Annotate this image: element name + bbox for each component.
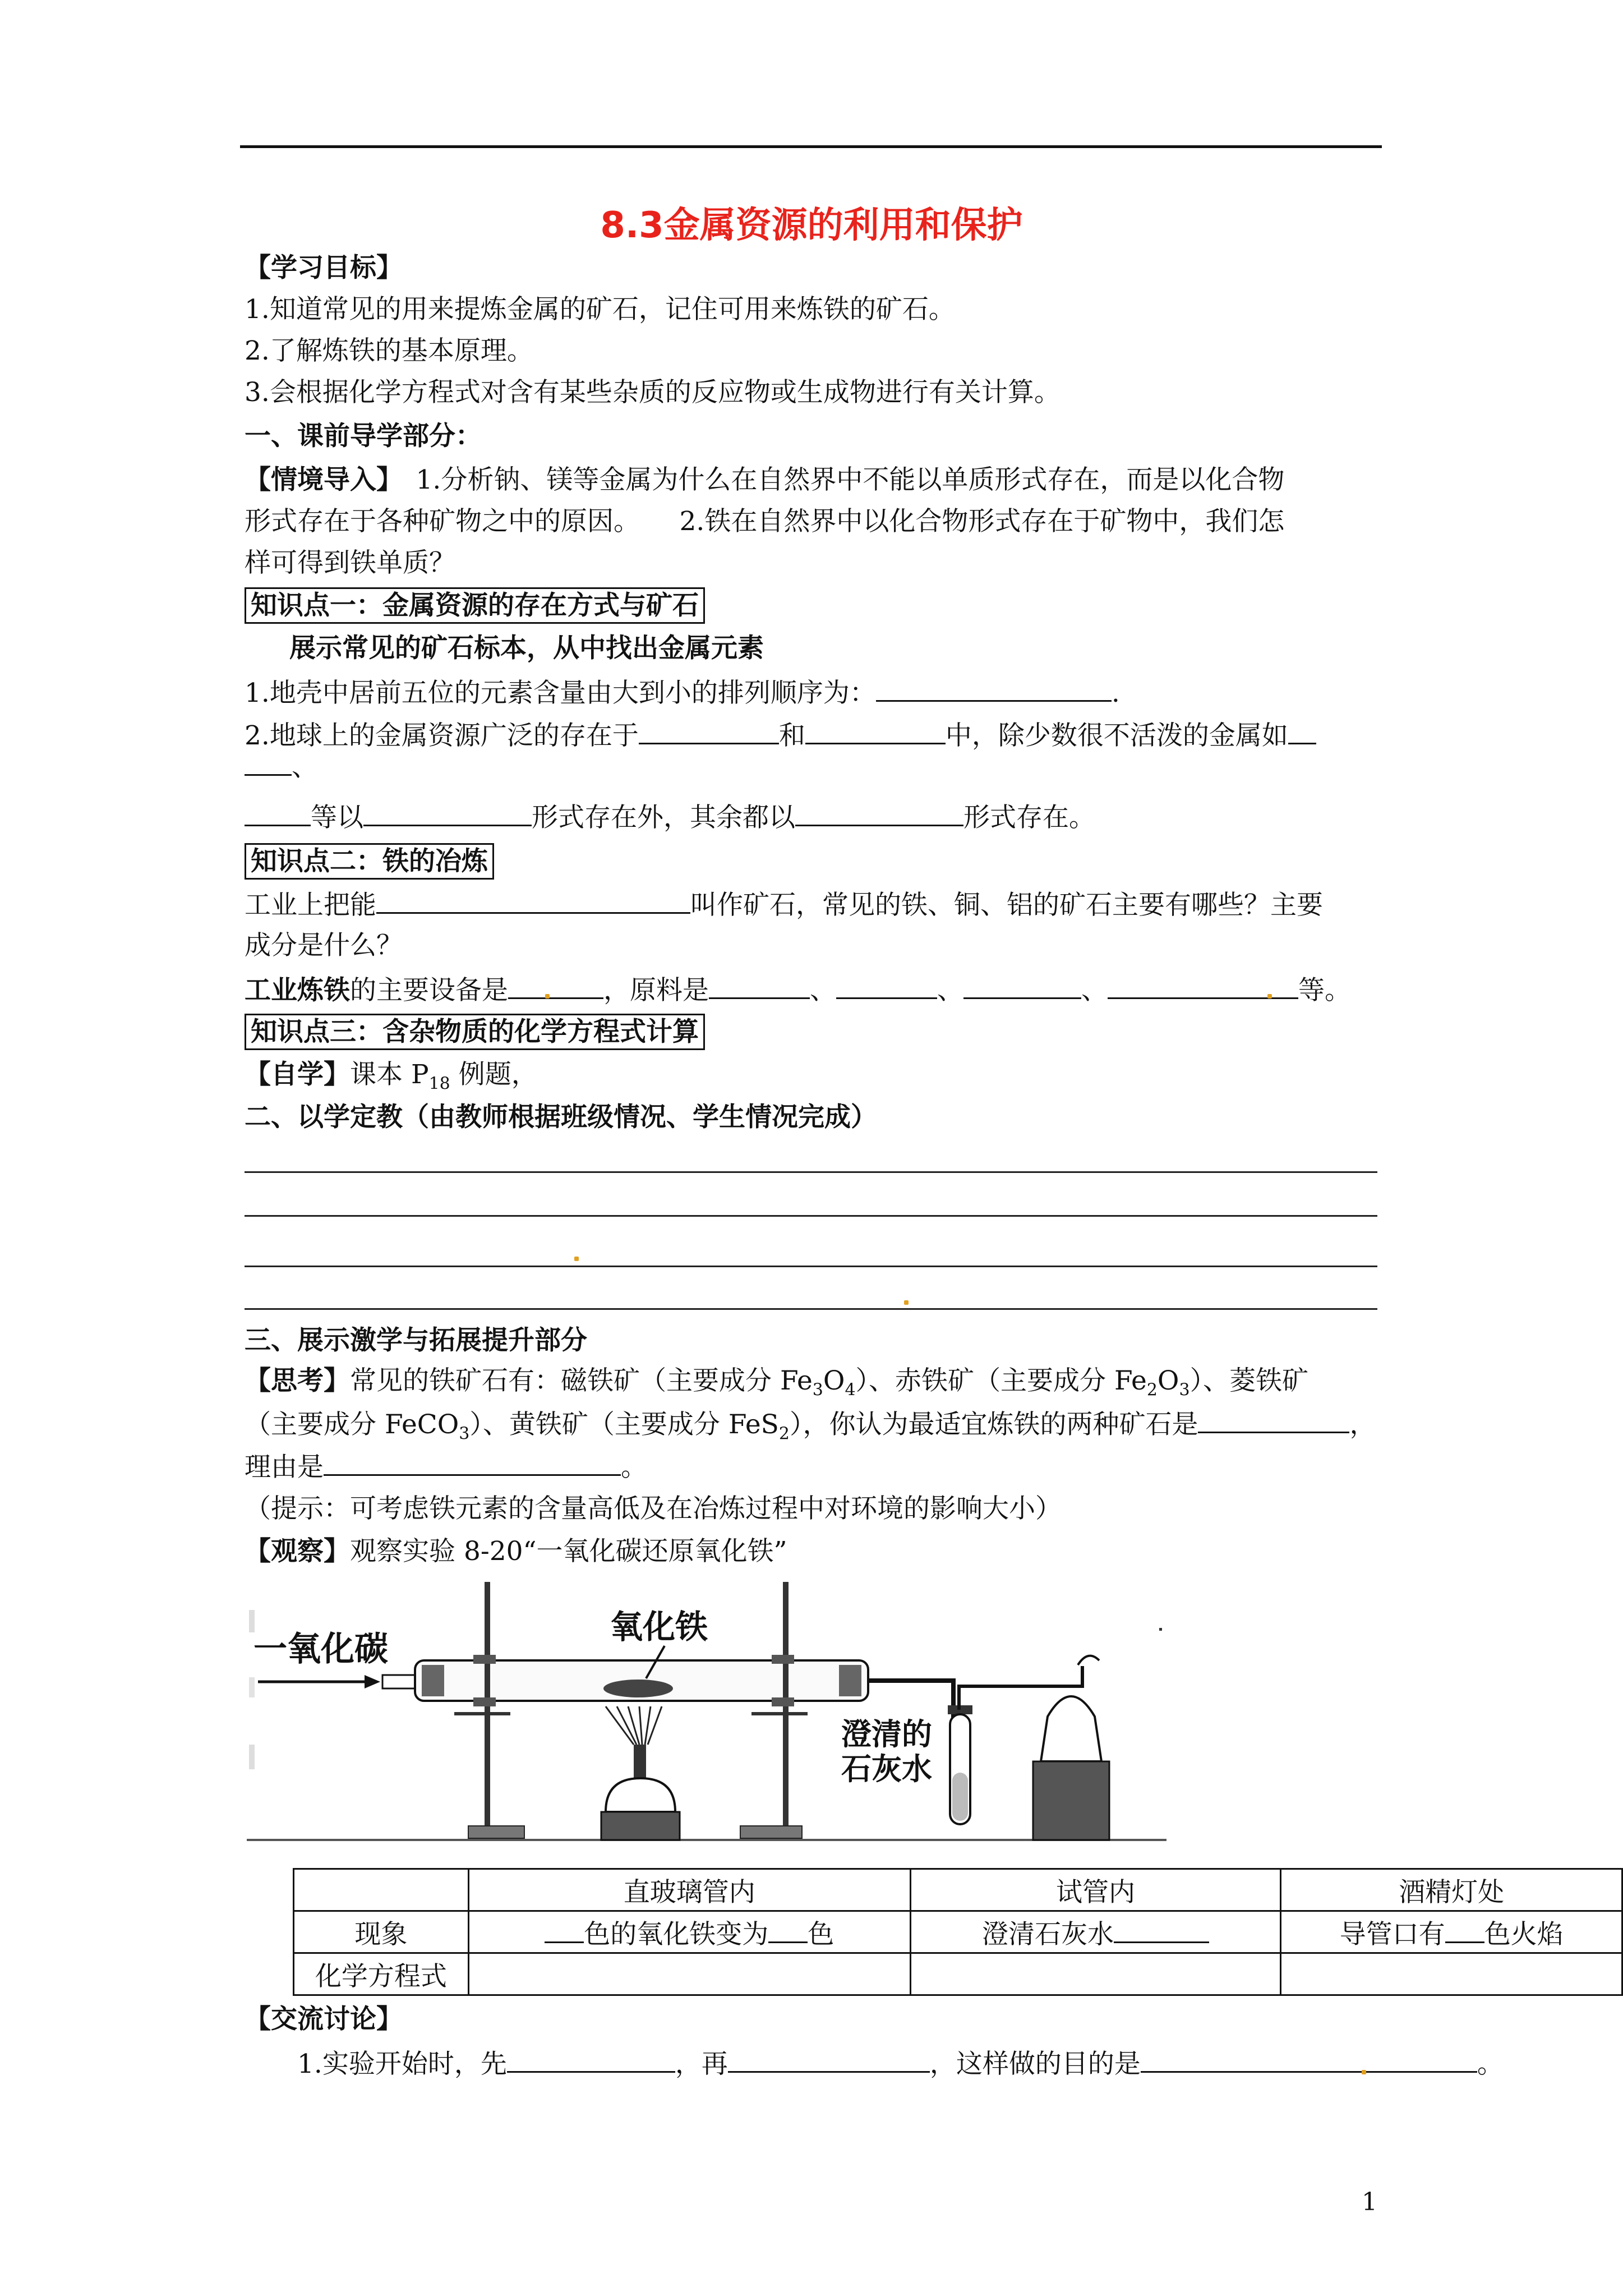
writing-line[interactable] <box>245 1171 1377 1173</box>
table-header-cell: 直玻璃管内 <box>468 1869 910 1911</box>
think-line: （主要成分 FeCO$_3$）、黄铁矿（主要成分 FeS$_2$），你认为最适宜炼铁的两种矿石是 ， <box>245 1407 1376 1451</box>
kp1-box: 知识点一：金属资源的存在方式与矿石 <box>245 589 705 623</box>
answer-blank[interactable] <box>245 749 292 776</box>
goal-item: 2.了解炼铁的基本原理。 <box>245 335 533 366</box>
intro-line: 【情境导入】 1.分析钠、镁等金属为什么在自然界中不能以单质形式存在，而是以化合物 <box>245 464 1285 495</box>
table-cell: 导管口有 色火焰 <box>1281 1911 1622 1953</box>
co-label: 一氧化碳 <box>253 1630 388 1669</box>
equation-cell[interactable] <box>1281 1953 1622 1995</box>
table-row-label: 化学方程式 <box>294 1953 469 1995</box>
answer-blank[interactable] <box>805 718 946 744</box>
table-header-cell: 试管内 <box>910 1869 1281 1911</box>
page-title: 8.3金属资源的利用和保护 <box>600 205 1023 246</box>
answer-blank[interactable] <box>245 800 311 826</box>
goal-item: 3.会根据化学方程式对含有某些杂质的反应物或生成物进行有关计算。 <box>245 377 1061 408</box>
discuss-q1: 1.实验开始时，先 ，再 ，这样做的目的是 。 <box>297 2046 1504 2081</box>
intro-label: 【情境导入】 <box>245 464 390 495</box>
table-header-cell <box>294 1869 469 1911</box>
kp3-box: 知识点三：含杂物质的化学方程式计算 <box>245 1015 705 1049</box>
answer-blank[interactable] <box>795 800 963 826</box>
kp1-q2-cont: 等以 形式存在外，其余都以 形式存在。 <box>245 800 1095 835</box>
stray-mark <box>574 1257 579 1261</box>
intro-line: 形式存在于各种矿物之中的原因。 2.铁在自然界中以化合物形式存在于矿物中，我们怎 <box>245 506 1285 537</box>
table-cell: 色的氧化铁变为 色 <box>468 1911 910 1953</box>
answer-blank[interactable] <box>728 2046 930 2073</box>
self-study-line: 【自学】课本 $P_{18}$ 例题， <box>245 1059 538 1094</box>
answer-blank[interactable] <box>363 800 532 826</box>
answer-blank[interactable] <box>1198 1407 1349 1433</box>
discuss-label: 【交流讨论】 <box>245 2004 403 2035</box>
answer-blank[interactable] <box>963 973 1081 999</box>
header-rule <box>240 145 1382 148</box>
stray-mark <box>1267 994 1272 999</box>
section-heading: 一、课前导学部分： <box>245 421 482 452</box>
kp2-l3: 工业炼铁的主要设备是 ，原料是 、 、 、 等。 <box>245 973 1351 1007</box>
stray-mark <box>1362 2070 1366 2074</box>
goal-item: 1.知道常见的用来提炼金属的矿石，记住可用来炼铁的矿石。 <box>245 294 955 325</box>
writing-line[interactable] <box>245 1308 1377 1310</box>
table-header-cell: 酒精灯处 <box>1281 1869 1622 1911</box>
answer-blank[interactable] <box>507 2046 675 2073</box>
goals-heading: 【学习目标】 <box>245 252 403 283</box>
limewater-label-1: 澄清的 <box>841 1717 932 1752</box>
page-number: 1 <box>1362 2188 1377 2216</box>
observation-table <box>293 1868 1623 1996</box>
kp1-q2-cont: 、 <box>245 749 318 784</box>
fe2o3-label: 氧化铁 <box>610 1608 708 1646</box>
table-row <box>294 1953 1622 1995</box>
intro-line: 样可得到铁单质？ <box>245 547 455 578</box>
fe2o3-sample <box>603 1680 673 1697</box>
answer-blank[interactable] <box>876 675 1112 702</box>
table-row <box>294 1911 1622 1953</box>
kp2-l2: 成分是什么？ <box>245 930 403 961</box>
writing-line[interactable] <box>245 1266 1377 1267</box>
alcohol-burner <box>606 1778 675 1812</box>
equation-cell[interactable] <box>468 1953 910 1995</box>
answer-blank[interactable] <box>376 887 690 914</box>
section-heading: 二、以学定教（由教师根据班级情况、学生情况完成） <box>245 1102 877 1133</box>
kp1-q2: 2.地球上的金属资源广泛的存在于 和 中，除少数很不活泼的金属如 <box>245 718 1316 753</box>
kp1-q1: 1.地壳中居前五位的元素含量由大到小的排列顺序为： . <box>245 675 1120 710</box>
apparatus-figure <box>247 1576 1166 1868</box>
limewater-label-2: 石灰水 <box>841 1751 932 1787</box>
table-row <box>294 1869 1622 1911</box>
table-row-label: 现象 <box>294 1911 469 1953</box>
observe-line: 【观察】观察实验 8-20“一氧化碳还原氧化铁” <box>245 1536 787 1567</box>
answer-blank[interactable] <box>768 1917 808 1943</box>
answer-blank[interactable] <box>1445 1917 1484 1943</box>
kp2-box: 知识点二：铁的冶炼 <box>245 845 494 878</box>
answer-blank[interactable] <box>545 1917 584 1943</box>
reason-line: 理由是 。 <box>245 1450 647 1484</box>
answer-blank[interactable] <box>1288 718 1316 744</box>
answer-blank[interactable] <box>709 973 810 999</box>
answer-blank[interactable] <box>836 973 937 999</box>
kp2-l1: 工业上把能 叫作矿石，常见的铁、铜、铝的矿石主要有哪些？主要 <box>245 887 1323 922</box>
writing-line[interactable] <box>245 1215 1377 1217</box>
answer-blank[interactable] <box>1141 2046 1477 2073</box>
answer-blank[interactable] <box>508 973 603 999</box>
answer-blank[interactable] <box>1114 1917 1209 1943</box>
kp1-subhead: 展示常见的矿石标本，从中找出金属元素 <box>289 633 764 664</box>
think-line: 【思考】常见的铁矿石有：磁铁矿（主要成分 $Fe_3O_4$）、赤铁矿（主要成分 $Fe_2O_3$）、菱铁矿 <box>245 1365 1309 1400</box>
answer-blank[interactable] <box>324 1450 621 1476</box>
table-cell: 澄清石灰水 <box>910 1911 1281 1953</box>
section-heading: 三、展示激学与拓展提升部分 <box>245 1325 587 1356</box>
answer-blank[interactable] <box>639 718 779 744</box>
equation-cell[interactable] <box>910 1953 1281 1995</box>
delivery-tube <box>868 1681 953 1722</box>
alcohol-lamp <box>1041 1696 1101 1761</box>
stray-mark <box>904 1300 909 1305</box>
stray-mark <box>545 994 550 999</box>
hint-line: （提示：可考虑铁元素的含量高低及在冶炼过程中对环境的影响大小） <box>245 1493 1062 1524</box>
